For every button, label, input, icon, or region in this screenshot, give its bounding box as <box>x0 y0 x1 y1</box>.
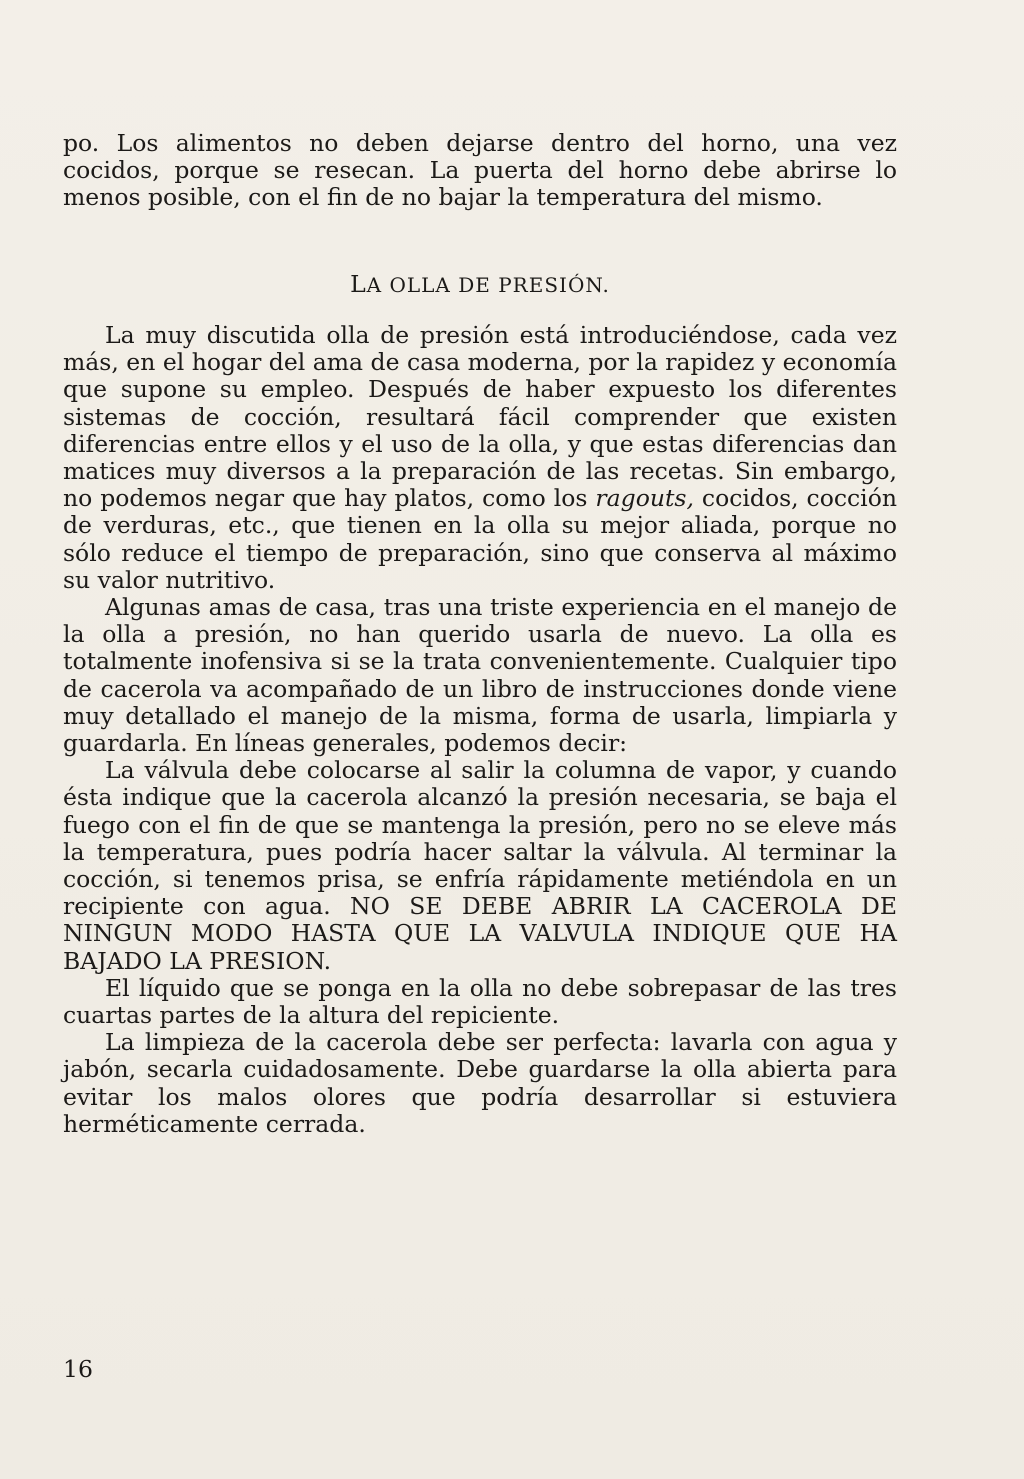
intro-paragraph-block <box>63 130 897 212</box>
paragraph-2: Algunas amas de casa, tras una triste experiencia en el manejo de la olla a presión, no han querido usarla de nuevo. La olla es totalmente inofensiva si se la trata convenientemente. Cualquier tipo de cacerola va acompañado de un libro de instrucciones donde viene muy detallado el manejo de la misma, forma de usarla, limpiarla y guardarla. En líneas generales, podemos decir: <box>63 593 897 758</box>
paragraph-4: El líquido que se ponga en la olla no debe sobrepasar de las tres cuartas partes de la altura del repiciente. <box>63 973 897 1030</box>
paragraph-1-italic: ragouts, <box>595 484 694 513</box>
paragraph-3: La válvula debe colocarse al salir la columna de vapor, y cuando ésta indique que la cacerola alcanzó la presión necesaria, se baja el fuego con el fin de que se mantenga la presión, pero no se eleve más la temperatura, pues podría hacer saltar la válvula. Al terminar la cocción, si tenemos prisa, se enfría rápidamente metiéndola en un recipiente con agua. NO SE DEBE ABRIR LA CACEROLA DE NINGUN MODO HASTA QUE LA VALVULA INDIQUE QUE HA BAJADO LA PRESION. <box>63 756 897 975</box>
paragraph-1-part-2: cocidos, cocción de verduras, etc., que tienen en la olla su mejor aliada, porque no sólo reduce el tiempo de preparación, sino que conserva al máximo su valor nutritivo. <box>63 484 897 594</box>
section-heading-rest: A OLLA DE PRESIÓN. <box>366 273 610 297</box>
section-heading <box>63 271 897 299</box>
intro-paragraph: po. Los alimentos no deben dejarse dentro del horno, una vez cocidos, porque se resecan. La puerta del horno debe abrirse lo menos posible, con el fin de no bajar la temperatura del mismo. <box>63 129 897 212</box>
paragraph-1-part-1: La muy discutida olla de presión está introduciéndose, cada vez más, en el hogar del ama de casa moderna, por la rapidez y economía que supone su empleo. Después de haber expuesto los diferentes sistemas de cocción, resultará fácil comprender que existen diferencias entre ellos y el uso de la olla, y que estas diferencias dan matices muy diversos a la preparación de las recetas. Sin embargo, no podemos negar que hay platos, como los <box>63 321 897 513</box>
paragraph-5: La limpieza de la cacerola debe ser perfecta: lavarla con agua y jabón, secarla cuidadosamente. Debe guardarse la olla abierta para evitar los malos olores que podría desarrollar si estuviera herméticamente cerrada. <box>63 1028 897 1138</box>
section-heading-initial: L <box>350 270 367 298</box>
paragraph-1 <box>63 322 897 594</box>
section-body <box>63 322 897 1138</box>
page-number: 16 <box>63 1355 93 1383</box>
